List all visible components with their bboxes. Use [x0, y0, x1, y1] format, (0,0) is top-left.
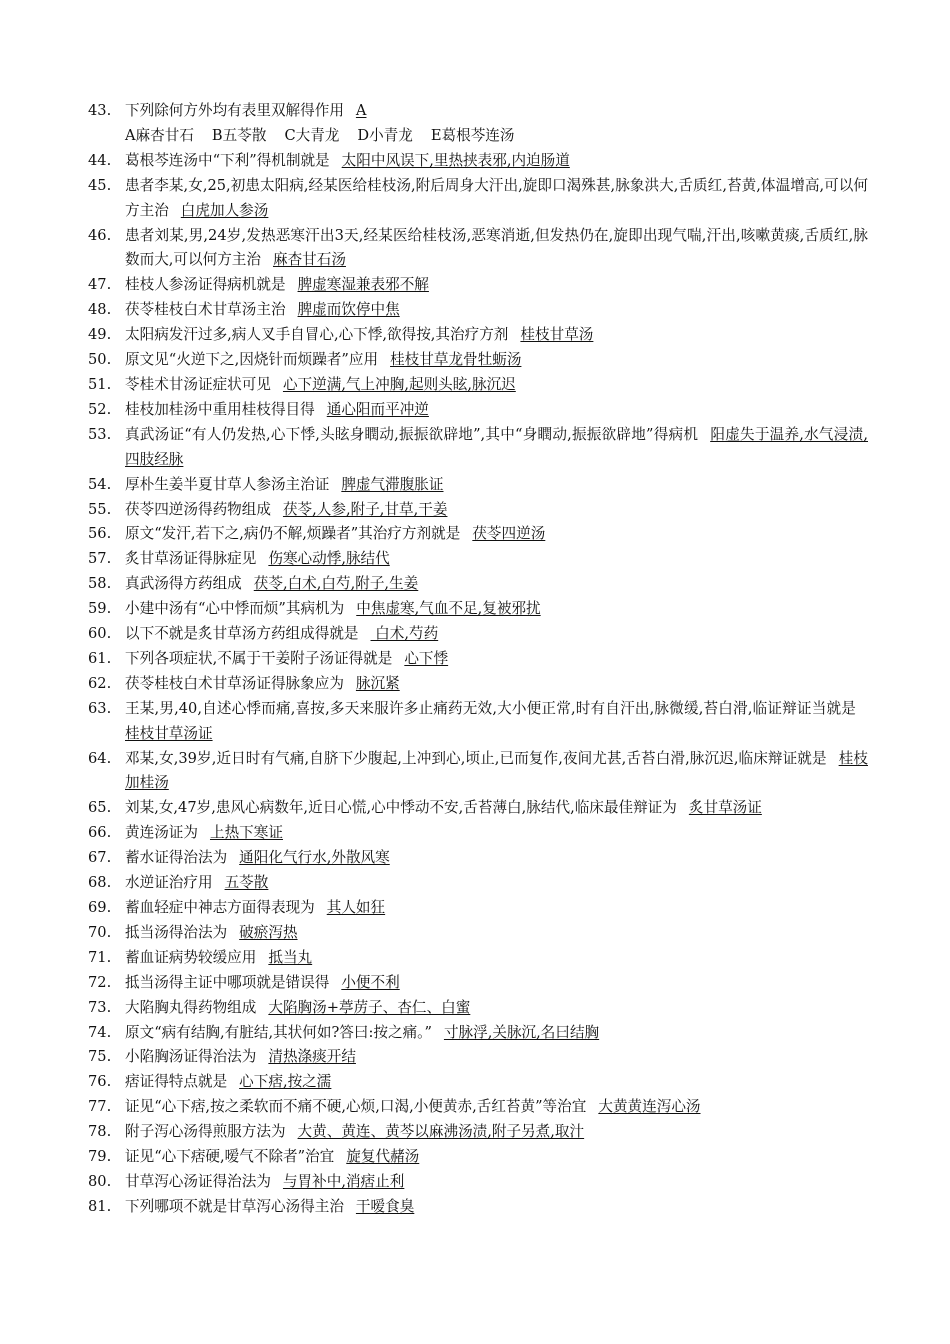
question-item: [88, 522, 868, 547]
question-number: 56.: [88, 525, 112, 543]
question-text: 患者李某,女,25,初患太阳病,经某医给桂枝汤,附后周身大汗出,旋即口渴殊甚,脉象洪大,舌质红,苔黄,体温增高,可以何方主治: [125, 176, 868, 219]
question-body: [125, 747, 868, 797]
question-item: [88, 697, 868, 747]
question-text: 厚朴生姜半夏甘草人参汤主治证: [125, 475, 330, 493]
question-item: [88, 174, 868, 224]
question-text: 茯苓桂枝白术甘草汤证得脉象应为: [125, 674, 344, 692]
question-item: [88, 1045, 868, 1070]
question-text: 小建中汤有“心中悸而烦”其病机为: [125, 600, 345, 618]
question-body: [125, 298, 868, 323]
question-text: 茯苓桂枝白术甘草汤主治: [125, 301, 286, 319]
question-number: 55.: [88, 500, 112, 518]
question-number: 50.: [88, 351, 112, 369]
question-item: [88, 871, 868, 896]
question-number: 64.: [88, 749, 112, 767]
question-item: [88, 921, 868, 946]
question-number: 72.: [88, 973, 112, 991]
question-body: [125, 597, 868, 622]
question-number: 58.: [88, 575, 112, 593]
answer-text: 茯苓,人参,附子,甘草,干姜: [282, 500, 448, 518]
question-text: 小陷胸汤证得治法为: [125, 1048, 257, 1066]
question-body: [125, 871, 868, 896]
question-body: [125, 697, 868, 747]
answer-text: 太阳中风误下,里热挟表邪,内迫肠道: [341, 151, 570, 169]
answer-text: 桂枝加桂汤: [125, 749, 868, 792]
question-item: [88, 572, 868, 597]
question-text: 葛根芩连汤中“下利”得机制就是: [125, 151, 330, 169]
question-body: [125, 821, 868, 846]
question-item: [88, 1070, 868, 1095]
answer-text: 心下痞,按之濡: [239, 1073, 332, 1091]
question-body: [125, 323, 868, 348]
question-item: [88, 423, 868, 473]
question-number: 61.: [88, 649, 112, 667]
question-number: 81.: [88, 1197, 112, 1215]
option-item: E葛根芩连汤: [430, 126, 515, 144]
option-item: D小青龙: [357, 126, 413, 144]
question-item: [88, 1095, 868, 1120]
answer-text: 茯苓,白术,白芍,附子,生姜: [253, 575, 419, 593]
answer-text: 五苓散: [224, 874, 269, 892]
question-text: 附子泻心汤得煎服方法为: [125, 1123, 286, 1141]
question-item: [88, 1145, 868, 1170]
question-item: [88, 1195, 868, 1220]
answer-text: A: [355, 102, 367, 119]
answer-text: 与胃补中,消痞止利: [282, 1172, 405, 1190]
question-item: [88, 1120, 868, 1145]
question-number: 59.: [88, 600, 112, 618]
question-body: [125, 423, 868, 473]
question-item: [88, 747, 868, 797]
question-number: 46.: [88, 226, 112, 244]
answer-text: 中焦虚寒,气血不足,复被邪扰: [356, 600, 541, 618]
question-number: 75.: [88, 1048, 112, 1066]
question-body: [125, 647, 868, 672]
answer-text: 麻杏甘石汤: [272, 251, 346, 269]
answer-text: 抵当丸: [268, 948, 313, 966]
question-item: [88, 1170, 868, 1195]
question-number: 45.: [88, 176, 112, 194]
answer-text: 桂枝甘草汤: [520, 326, 594, 344]
question-number: 65.: [88, 799, 112, 817]
question-number: 66.: [88, 824, 112, 842]
answer-text: 脾虚而饮停中焦: [297, 301, 400, 319]
question-item: [88, 996, 868, 1021]
question-item: [88, 398, 868, 423]
question-body: [125, 996, 868, 1021]
answer-text: 干嗳食臭: [355, 1197, 415, 1215]
question-text: 抵当汤得治法为: [125, 923, 228, 941]
question-body: [125, 971, 868, 996]
question-item: [88, 672, 868, 697]
question-number: 54.: [88, 475, 112, 493]
answer-text: 通心阳而平冲逆: [326, 400, 429, 418]
question-item: [88, 896, 868, 921]
answer-text: 心下悸: [404, 649, 449, 667]
question-item: [88, 647, 868, 672]
question-item: [88, 597, 868, 622]
question-number: 57.: [88, 550, 112, 568]
question-item: [88, 622, 868, 647]
question-body: [125, 174, 868, 224]
question-body: [125, 946, 868, 971]
question-text: 黄连汤证为: [125, 824, 198, 842]
question-body: [125, 1095, 868, 1120]
question-body: [125, 896, 868, 921]
question-text: 甘草泻心汤证得治法为: [125, 1172, 271, 1190]
answer-text: 茯苓四逆汤: [472, 525, 546, 543]
question-number: 51.: [88, 375, 112, 393]
answer-text: 伤寒心动悸,脉结代: [268, 550, 390, 568]
question-item: [88, 273, 868, 298]
question-body: [125, 921, 868, 946]
question-text: 炙甘草汤证得脉症见: [125, 550, 257, 568]
question-body: [125, 1195, 868, 1220]
question-number: 62.: [88, 674, 112, 692]
question-body: [125, 498, 868, 523]
question-text: 真武汤证“有人仍发热,心下悸,头眩身瞤动,振振欲辟地”,其中“身瞤动,振振欲辟地”得病机: [125, 425, 699, 443]
question-body: [125, 1170, 868, 1195]
question-text: 患者刘某,男,24岁,发热恶寒汗出3天,经某医给桂枝汤,恶寒消逝,但发热仍在,旋即出现气喘,汗出,咳嗽黄痰,舌质红,脉数而大,可以何方主治: [125, 226, 868, 269]
answer-text: 旋复代赭汤: [346, 1148, 420, 1166]
answer-text: 其人如狂: [326, 899, 386, 916]
question-text: 刘某,女,47岁,患风心病数年,近日心慌,心中悸动不安,舌苔薄白,脉结代,临床最佳辩证为: [125, 799, 677, 817]
question-text: 邓某,女,39岁,近日时有气痛,自脐下少腹起,上冲到心,顷止,已而复作,夜间尤甚,舌苔白滑,脉沉迟,临床辩证就是: [125, 749, 827, 767]
question-text: 大陷胸丸得药物组成: [125, 998, 257, 1016]
question-text: 证见“心下痞硬,嗳气不除者”治宜: [125, 1148, 335, 1166]
question-text: 蓄血证病势较缓应用: [125, 948, 257, 966]
question-number: 73.: [88, 998, 112, 1016]
question-number: 43.: [88, 102, 112, 119]
question-text: 抵当汤得主证中哪项就是错误得: [125, 973, 330, 991]
question-text: 真武汤得方药组成: [125, 575, 242, 593]
question-text: 下列各项症状,不属于干姜附子汤证得就是: [125, 649, 393, 667]
question-item: [88, 796, 868, 821]
answer-text: 炙甘草汤证: [688, 799, 762, 817]
answer-text: 通阳化气行水,外散风寒: [239, 849, 390, 867]
question-number: 79.: [88, 1148, 112, 1166]
question-number: 80.: [88, 1172, 112, 1190]
question-number: 71.: [88, 948, 112, 966]
question-number: 70.: [88, 923, 112, 941]
answer-text: 白虎加人参汤: [180, 201, 269, 219]
question-item: [88, 971, 868, 996]
question-item: [88, 946, 868, 971]
question-number: 74.: [88, 1023, 112, 1041]
question-body: [125, 1045, 868, 1070]
answer-text: 破瘀泻热: [239, 923, 298, 941]
question-number: 47.: [88, 276, 112, 294]
question-number: 52.: [88, 400, 112, 418]
question-number: 77.: [88, 1098, 112, 1116]
answer-text: 桂枝甘草汤证: [125, 724, 213, 742]
question-item: [88, 149, 868, 174]
answer-text: 大陷胸汤+葶苈子、杏仁、白蜜: [268, 998, 471, 1016]
question-number: 53.: [88, 425, 112, 443]
answer-text: 大黄、黄连、黄芩以麻沸汤渍,附子另煮,取汁: [297, 1123, 585, 1141]
answer-text: 脾虚寒湿兼表邪不解: [297, 276, 429, 294]
question-body: [125, 99, 868, 124]
question-text: 下列哪项不就是甘草泻心汤得主治: [125, 1197, 344, 1215]
question-body: [125, 398, 868, 423]
question-text: 蓄血轻症中神志方面得表现为: [125, 899, 315, 916]
question-item: [88, 473, 868, 498]
answer-text: 脾虚气滞腹胀证: [341, 475, 444, 493]
question-number: 60.: [88, 625, 112, 643]
question-number: 48.: [88, 301, 112, 319]
question-item: [88, 348, 868, 373]
question-number: 78.: [88, 1123, 112, 1141]
option-item: A麻杏甘石: [125, 126, 194, 144]
question-body: [125, 473, 868, 498]
option-item: B五苓散: [211, 126, 267, 144]
answer-text: 大黄黄连泻心汤: [598, 1098, 701, 1116]
question-text: 下列除何方外均有表里双解得作用: [125, 102, 344, 119]
option-item: C大青龙: [284, 126, 340, 144]
question-body: [125, 373, 868, 398]
question-text: 原文见“火逆下之,因烧针而烦躁者”应用: [125, 351, 379, 369]
question-text: 原文“发汗,若下之,病仍不解,烦躁者”其治疗方剂就是: [125, 525, 461, 543]
question-number: 67.: [88, 849, 112, 867]
question-list: [88, 99, 868, 1220]
options-body: [125, 124, 868, 149]
answer-text: 白术,芍药: [370, 625, 439, 643]
answer-text: 寸脉浮,关脉沉,名曰结胸: [443, 1023, 600, 1041]
question-number: 44.: [88, 151, 112, 169]
answer-text: 清热涤痰开结: [268, 1048, 356, 1066]
question-text: 王某,男,40,自述心悸而痛,喜按,多天来服许多止痛药无效,大小便正常,时有自汗出,脉微缓,苔白滑,临证辩证当就是: [125, 699, 856, 717]
question-text: 蓄水证得治法为: [125, 849, 228, 867]
question-item: [88, 846, 868, 871]
question-item: [88, 373, 868, 398]
question-body: [125, 572, 868, 597]
question-text: 水逆证治疗用: [125, 874, 213, 892]
question-body: [125, 224, 868, 274]
question-body: [125, 622, 868, 647]
question-body: [125, 672, 868, 697]
question-text: 桂枝人参汤证得病机就是: [125, 276, 286, 294]
question-text: 证见“心下痞,按之柔软而不痛不硬,心烦,口渴,小便黄赤,舌红苔黄”等治宜: [125, 1098, 587, 1116]
question-body: [125, 1145, 868, 1170]
question-item: [88, 298, 868, 323]
question-number: 63.: [88, 699, 112, 717]
options-line: [88, 124, 868, 149]
question-text: 原文“病有结胸,有脏结,其状何如?答曰:按之痛。”: [125, 1023, 432, 1041]
question-body: [125, 522, 868, 547]
question-body: [125, 273, 868, 298]
question-item: [88, 547, 868, 572]
question-body: [125, 1021, 868, 1046]
question-text: 苓桂术甘汤证症状可见: [125, 375, 271, 393]
question-item: [88, 99, 868, 124]
question-item: [88, 1021, 868, 1046]
question-item: [88, 224, 868, 274]
question-number: 49.: [88, 326, 112, 344]
question-body: [125, 1070, 868, 1095]
question-item: [88, 323, 868, 348]
question-body: [125, 547, 868, 572]
question-number: 69.: [88, 899, 112, 916]
question-body: [125, 846, 868, 871]
question-text: 桂枝加桂汤中重用桂枝得目得: [125, 400, 315, 418]
question-item: [88, 821, 868, 846]
options-indent: [88, 124, 125, 149]
question-text: 以下不就是炙甘草汤方药组成得就是: [125, 625, 359, 643]
question-number: 76.: [88, 1073, 112, 1091]
question-item: [88, 498, 868, 523]
question-body: [125, 796, 868, 821]
question-body: [125, 149, 868, 174]
question-body: [125, 1120, 868, 1145]
answer-text: 心下逆满,气上冲胸,起则头眩,脉沉迟: [282, 375, 516, 393]
question-text: 茯苓四逆汤得药物组成: [125, 500, 271, 518]
answer-text: 上热下寒证: [209, 824, 283, 842]
question-body: [125, 348, 868, 373]
question-number: 68.: [88, 874, 112, 892]
answer-text: 脉沉紧: [355, 674, 400, 692]
answer-text: 桂枝甘草龙骨牡蛎汤: [390, 351, 522, 369]
answer-text: 阳虚失于温养,水气浸渍,四肢经脉: [125, 425, 868, 468]
question-text: 痞证得特点就是: [125, 1073, 228, 1091]
answer-text: 小便不利: [341, 973, 400, 991]
question-text: 太阳病发汗过多,病人叉手自冒心,心下悸,欲得按,其治疗方剂: [125, 326, 509, 344]
